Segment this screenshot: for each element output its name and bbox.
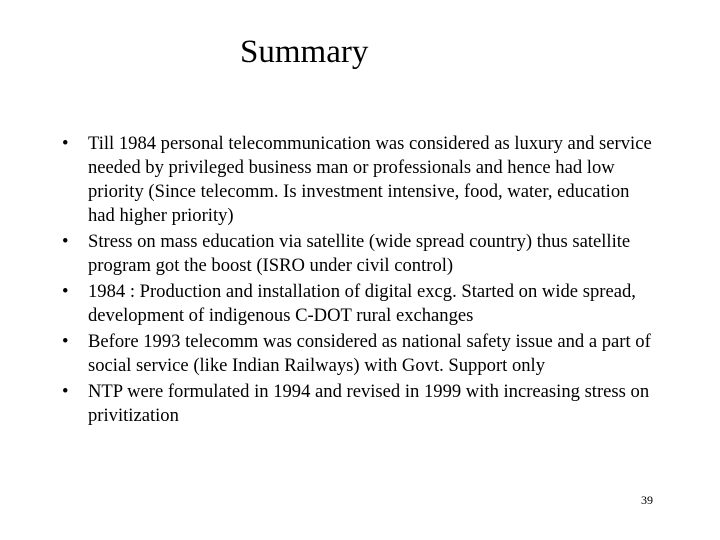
bullet-marker: • [62,381,69,402]
bullet-marker: • [62,331,69,352]
bullet-item [60,230,660,278]
bullet-text: 1984 : Production and installation of digital excg. Started on wide spread, development of indigenous C-DOT rural exchanges [88,281,636,326]
bullet-item [60,280,660,328]
bullet-item [60,132,660,228]
bullet-text: Stress on mass education via satellite (wide spread country) thus satellite program got the boost (ISRO under civil control) [88,231,631,276]
bullet-item [60,330,660,378]
bullet-text: NTP were formulated in 1994 and revised in 1999 with increasing stress on privitization [88,381,650,426]
bullet-text: Before 1993 telecomm was considered as national safety issue and a part of social service (like Indian Railways) with Govt. Support only [88,331,651,376]
slide-title: Summary [240,34,369,70]
bullet-marker: • [62,133,69,154]
bullet-marker: • [62,231,69,252]
bullet-item [60,380,660,428]
bullet-text: Till 1984 personal telecommunication was considered as luxury and service needed by privileged business man or professionals and hence had low priority (Since telecomm. Is investment intensive, food, water, education had higher priority) [88,133,652,226]
bullet-list [60,132,660,430]
bullet-marker: • [62,281,69,302]
page-number: 39 [641,493,653,507]
